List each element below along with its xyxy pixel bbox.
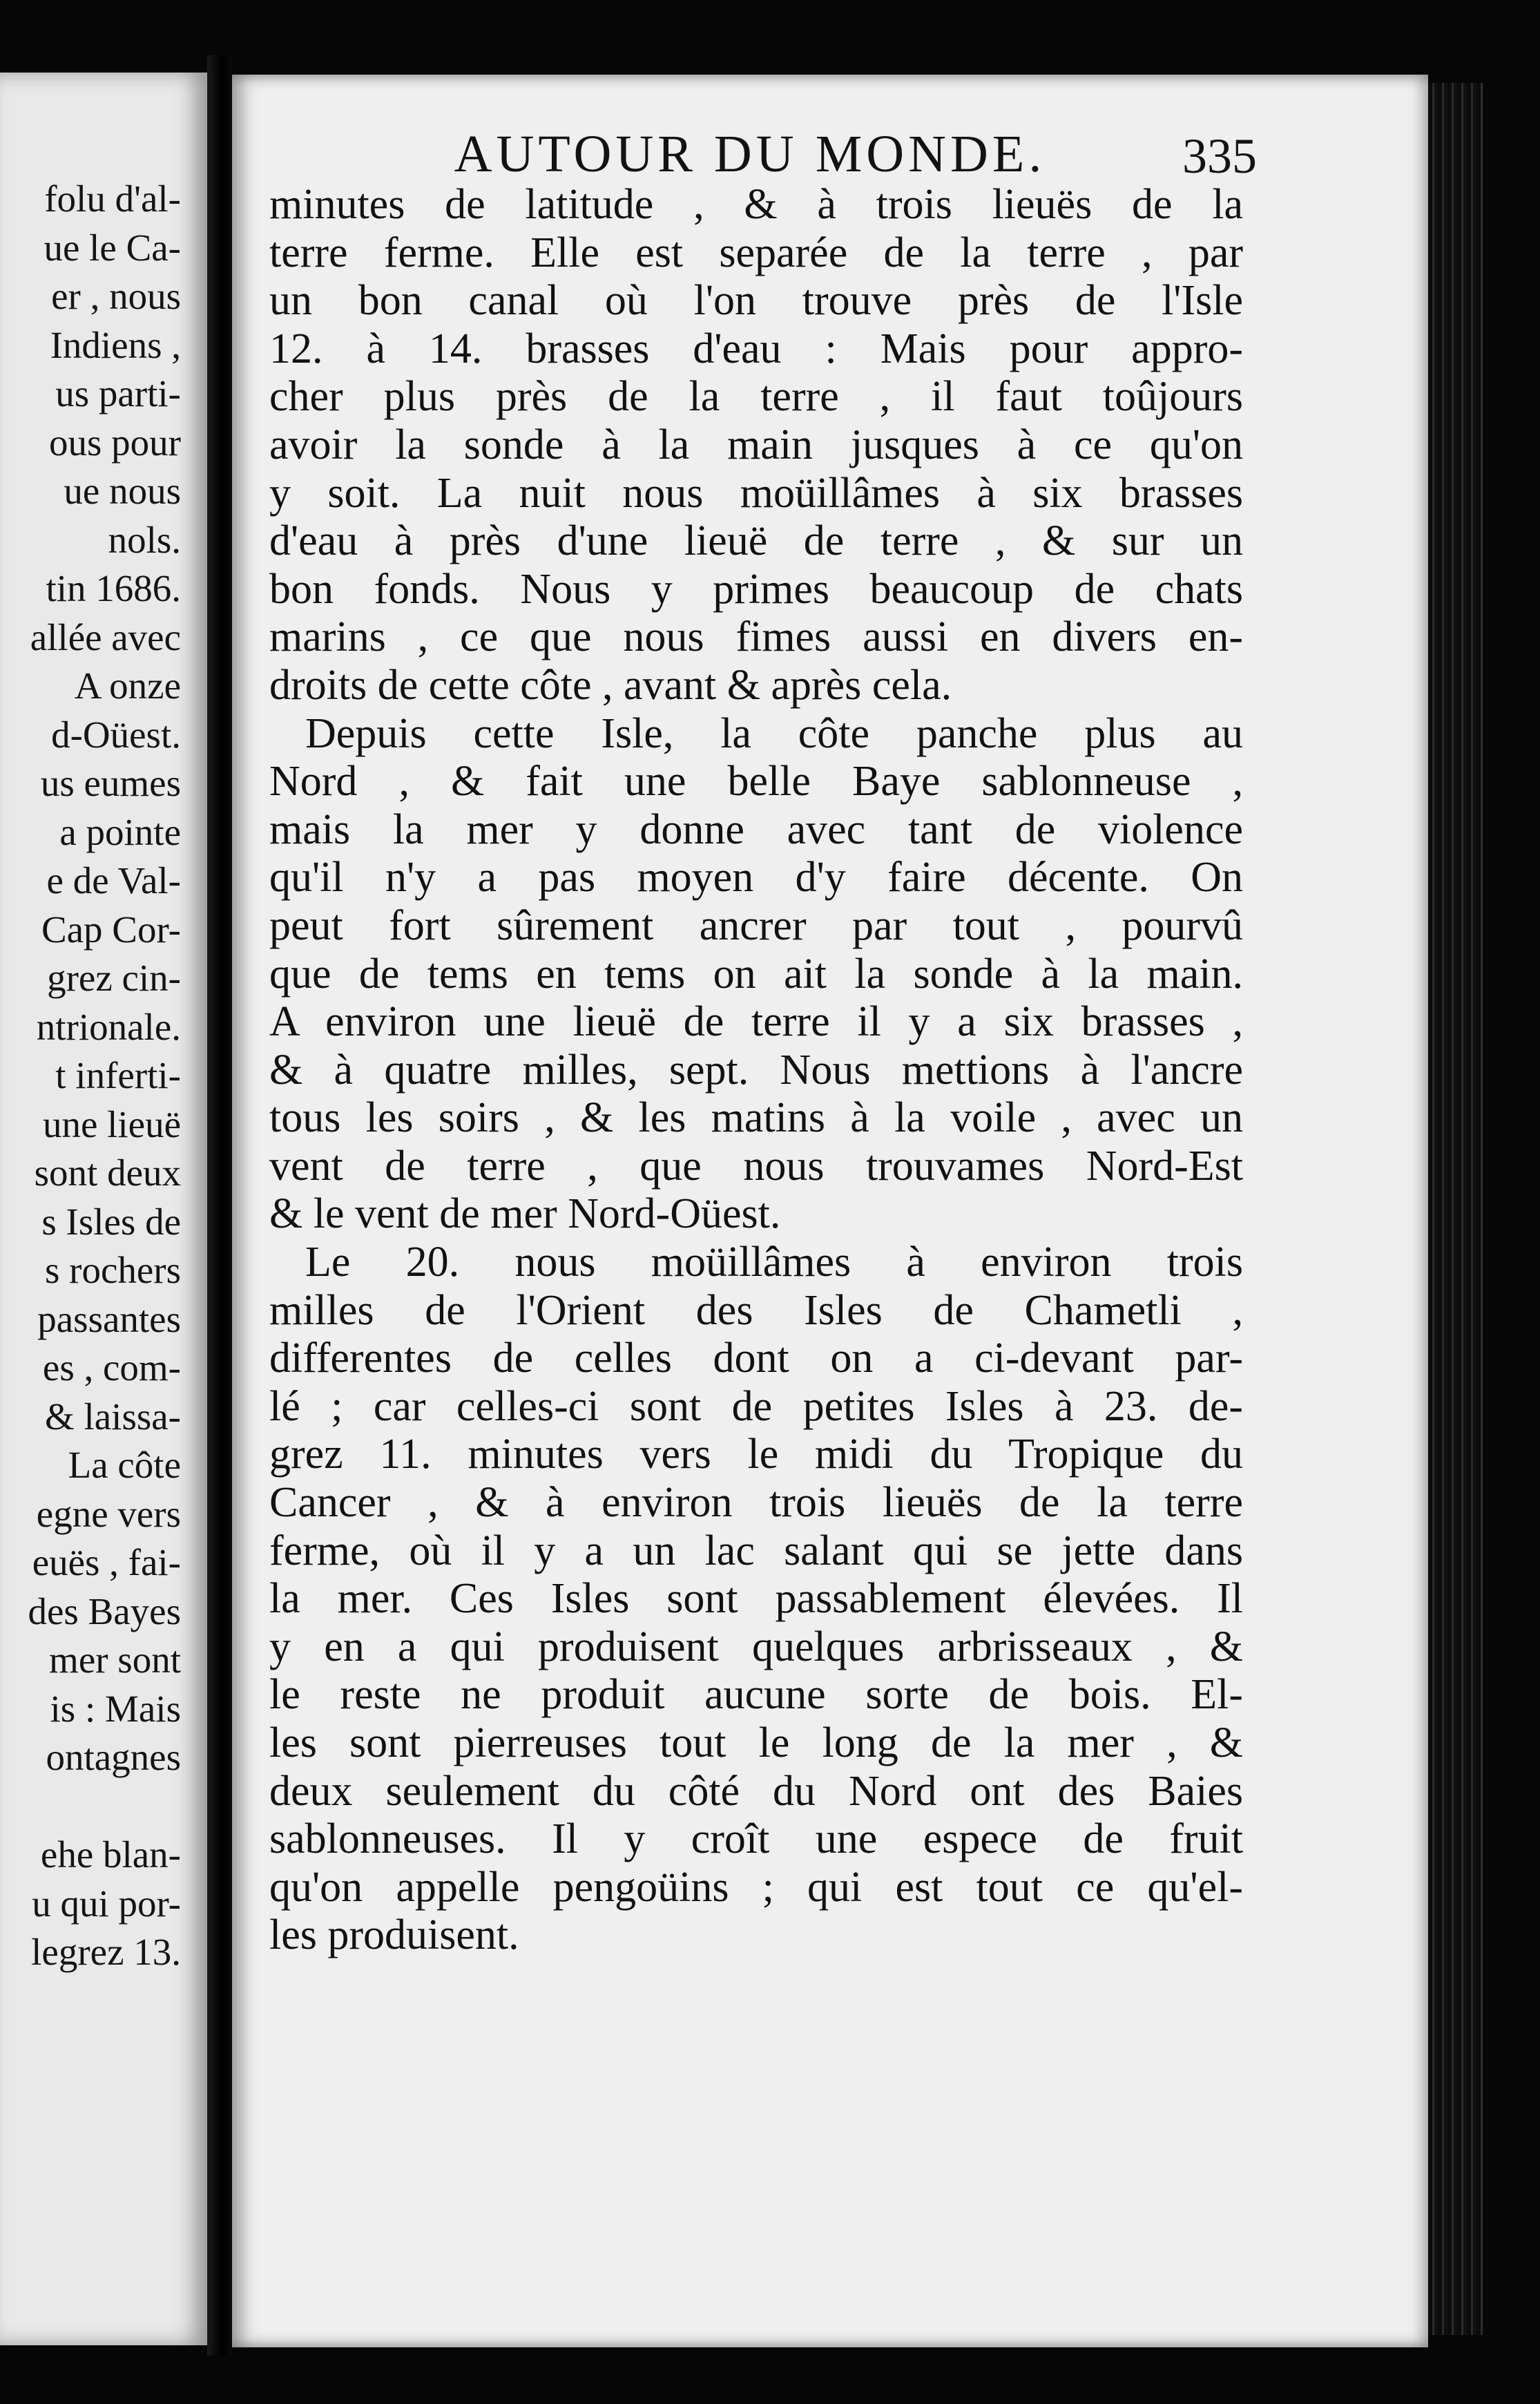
text-line: marins , ce que nous fimes aussi en divers en- <box>269 613 1243 661</box>
left-page-line: u qui por- <box>32 1882 181 1925</box>
body-text <box>269 181 1243 1960</box>
left-page-line: legrez 13. <box>31 1931 181 1973</box>
text-line: que de tems en tems on ait la sonde à la main. <box>269 950 1243 998</box>
left-page-line: tin 1686. <box>46 567 181 609</box>
text-line: avoir la sonde à la main jusques à ce qu'on <box>269 421 1243 468</box>
left-page-line: e de Val- <box>46 859 181 902</box>
text-line: bon fonds. Nous y primes beaucoup de chats <box>269 565 1243 613</box>
book-gutter <box>207 55 232 2356</box>
left-page-line: is : Mais <box>50 1687 181 1730</box>
left-page-line: ehe blan- <box>40 1833 181 1876</box>
left-page-line: ue nous <box>64 470 181 512</box>
text-line: droits de cette côte , avant & après cela. <box>269 661 952 709</box>
text-line: le reste ne produit aucune sorte de bois. El- <box>269 1671 1243 1719</box>
text-line: sablonneuses. Il y croît une espece de fruit <box>269 1815 1243 1863</box>
text-line: cher plus près de la terre , il faut toûjours <box>269 373 1243 421</box>
text-line: qu'on appelle pengoüins ; qui est tout ce qu'el- <box>269 1863 1243 1911</box>
text-line: peut fort sûrement ancrer par tout , pourvû <box>269 902 1243 949</box>
text-line: tous les soirs , & les matins à la voile , avec un <box>269 1094 1243 1142</box>
left-page-line <box>0 1782 207 1831</box>
left-page-line: ontagnes <box>46 1736 181 1778</box>
text-line: differentes de celles dont on a ci-devant par- <box>269 1335 1243 1382</box>
left-page-line: us eumes <box>40 762 181 804</box>
left-page-line: er , nous <box>51 275 181 317</box>
text-line: grez 11. minutes vers le midi du Tropique du <box>269 1431 1243 1478</box>
left-page-line: folu d'al- <box>44 178 181 220</box>
left-page-text <box>0 175 207 1977</box>
text-line: milles de l'Orient des Isles de Chametli , <box>269 1286 1243 1334</box>
text-line: terre ferme. Elle est separée de la terre , par <box>269 229 1243 276</box>
text-line: mais la mer y donne avec tant de violence <box>269 805 1243 853</box>
left-page-line: us parti- <box>55 372 181 414</box>
left-page-line: des Bayes <box>28 1590 181 1632</box>
text-line: qu'il n'y a pas moyen d'y faire décente. On <box>269 854 1243 902</box>
left-page-line: ue le Ca- <box>44 226 181 269</box>
page-number: 335 <box>1182 128 1257 184</box>
left-page-line: ntrionale. <box>36 1005 181 1048</box>
text-line: un bon canal où l'on trouve près de l'Isle <box>269 277 1243 325</box>
text-line: & le vent de mer Nord-Oüest. <box>269 1190 781 1238</box>
left-page-line: a pointe <box>59 810 181 853</box>
left-page-line: grez cin- <box>47 957 181 999</box>
left-page-line: Indiens , <box>50 323 181 366</box>
left-page-fragment <box>0 73 207 2345</box>
left-page-line: une lieuë <box>42 1103 181 1145</box>
left-page-line: es , com- <box>42 1346 181 1389</box>
text-line: 12. à 14. brasses d'eau : Mais pour appro- <box>269 325 1243 372</box>
left-page-line: & laissa- <box>44 1395 181 1438</box>
left-page-line: euës , fai- <box>32 1541 181 1583</box>
text-line: vent de terre , que nous trouvames Nord-Est <box>269 1142 1243 1190</box>
left-page-line: nols. <box>108 518 181 561</box>
text-line: & à quatre milles, sept. Nous mettions à l'ancre <box>269 1046 1243 1094</box>
text-line: A environ une lieuë de terre il y a six brasses , <box>269 998 1243 1046</box>
text-line: y en a qui produisent quelques arbrisseaux , & <box>269 1623 1243 1670</box>
left-page-line: La côte <box>68 1444 181 1486</box>
left-page-line: t inferti- <box>55 1054 181 1096</box>
text-line: deux seulement du côté du Nord ont des Baies <box>269 1767 1243 1815</box>
left-page-line: mer sont <box>49 1639 181 1681</box>
text-line: lé ; car celles-ci sont de petites Isles à 23. de- <box>269 1382 1243 1430</box>
left-page-line: egne vers <box>36 1492 181 1535</box>
left-page-line: Cap Cor- <box>41 908 181 951</box>
text-line: Cancer , & à environ trois lieuës de la terre <box>269 1479 1243 1527</box>
text-line: minutes de latitude , & à trois lieuës de la <box>269 181 1243 228</box>
text-line: Le 20. nous moüillâmes à environ trois <box>305 1239 1243 1286</box>
left-page-line: allée avec <box>30 616 181 658</box>
text-line: les produisent. <box>269 1911 519 1959</box>
text-line: les sont pierreuses tout le long de la mer , & <box>269 1719 1243 1766</box>
left-page-line: sont deux <box>34 1152 181 1194</box>
text-line: Nord , & fait une belle Baye sablonneuse , <box>269 758 1243 805</box>
left-page-line: ous pour <box>49 421 181 464</box>
left-page-line: d-Oüest. <box>51 713 181 756</box>
text-line: ferme, où il y a un lac salant qui se jette dans <box>269 1527 1243 1574</box>
left-page-line: s rochers <box>44 1249 181 1291</box>
page-edge-stack <box>1428 83 1483 2335</box>
left-page-line: s Isles de <box>41 1200 181 1243</box>
text-line: la mer. Ces Isles sont passablement élevées. Il <box>269 1575 1243 1623</box>
text-line: d'eau à près d'une lieuë de terre , & sur un <box>269 517 1243 565</box>
left-page-line: passantes <box>37 1297 181 1340</box>
text-line: Depuis cette Isle, la côte panche plus au <box>305 709 1243 757</box>
text-line: y soit. La nuit nous moüillâmes à six brasses <box>269 469 1243 517</box>
running-title: AUTOUR DU MONDE. <box>454 125 1046 183</box>
left-page-line: A onze <box>74 665 181 707</box>
